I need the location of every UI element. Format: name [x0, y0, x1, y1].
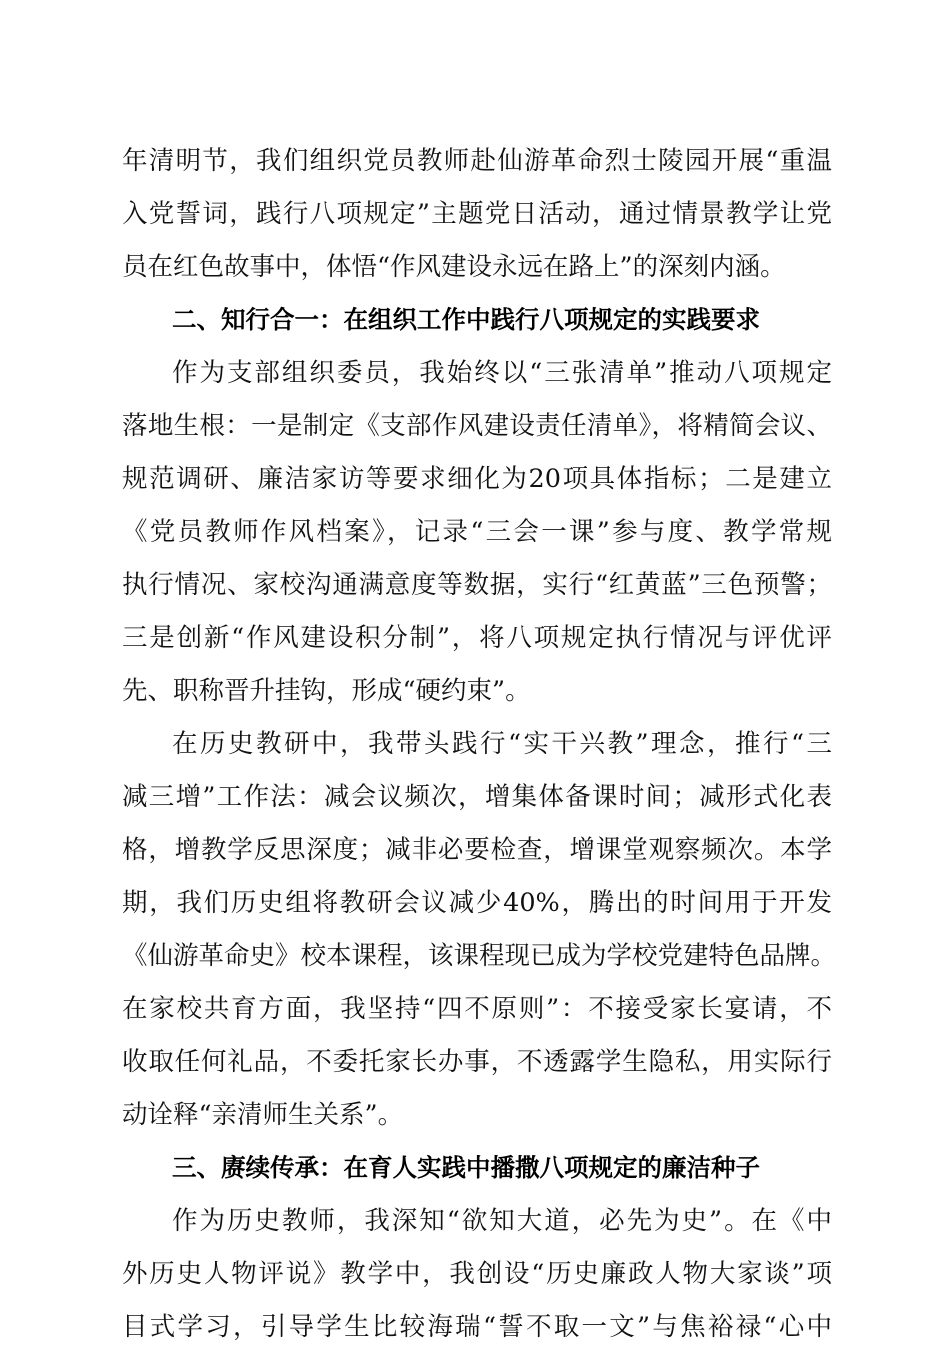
body-text-line: 作为历史教师，我深知“欲知大道，必先为史”。在《中	[172, 1206, 832, 1236]
body-text-line: 动诠释“亲清师生关系”。	[122, 1100, 404, 1130]
body-text-line: 规范调研、廉洁家访等要求细化为20项具体指标；二是建立	[122, 464, 832, 494]
section-heading: 二、知行合一：在组织工作中践行八项规定的实践要求	[172, 305, 760, 334]
body-text-line: 《党员教师作风档案》，记录“三会一课”参与度、教学常规	[122, 517, 832, 547]
body-text-line: 员在红色故事中，体悟“作风建设永远在路上”的深刻内涵。	[122, 252, 786, 282]
body-text-line: 作为支部组织委员，我始终以“三张清单”推动八项规定	[172, 358, 832, 388]
body-text-line: 年清明节，我们组织党员教师赴仙游革命烈士陵园开展“重温	[122, 146, 832, 176]
body-text-line: 减三增”工作法：减会议频次，增集体备课时间；减形式化表	[122, 782, 832, 812]
body-text-line: 目式学习，引导学生比较海瑞“誓不取一文”与焦裕禄“心中	[122, 1312, 832, 1342]
body-text-line: 执行情况、家校沟通满意度等数据，实行“红黄蓝”三色预警；	[122, 570, 832, 600]
section-heading: 三、赓续传承：在育人实践中播撒八项规定的廉洁种子	[172, 1153, 760, 1182]
body-text-line: 落地生根：一是制定《支部作风建设责任清单》，将精简会议、	[122, 411, 832, 441]
body-text-line: 三是创新“作风建设积分制”，将八项规定执行情况与评优评	[122, 623, 832, 653]
body-text-line: 入党誓词，践行八项规定”主题党日活动，通过情景教学让党	[122, 199, 832, 229]
body-text-line: 期，我们历史组将教研会议减少40%，腾出的时间用于开发	[122, 888, 832, 918]
body-text-line: 在家校共育方面，我坚持“四不原则”：不接受家长宴请，不	[122, 994, 832, 1024]
body-text-line: 《仙游革命史》校本课程，该课程现已成为学校党建特色品牌。	[122, 941, 837, 971]
body-text-line: 在历史教研中，我带头践行“实干兴教”理念，推行“三	[172, 729, 832, 759]
body-text-line: 格，增教学反思深度；减非必要检查，增课堂观察频次。本学	[122, 835, 832, 865]
body-text-line: 先、职称晋升挂钩，形成“硬约束”。	[122, 676, 531, 706]
body-text-line: 收取任何礼品，不委托家长办事，不透露学生隐私，用实际行	[122, 1047, 832, 1077]
body-text-line: 外历史人物评说》教学中，我创设“历史廉政人物大家谈”项	[122, 1259, 832, 1289]
